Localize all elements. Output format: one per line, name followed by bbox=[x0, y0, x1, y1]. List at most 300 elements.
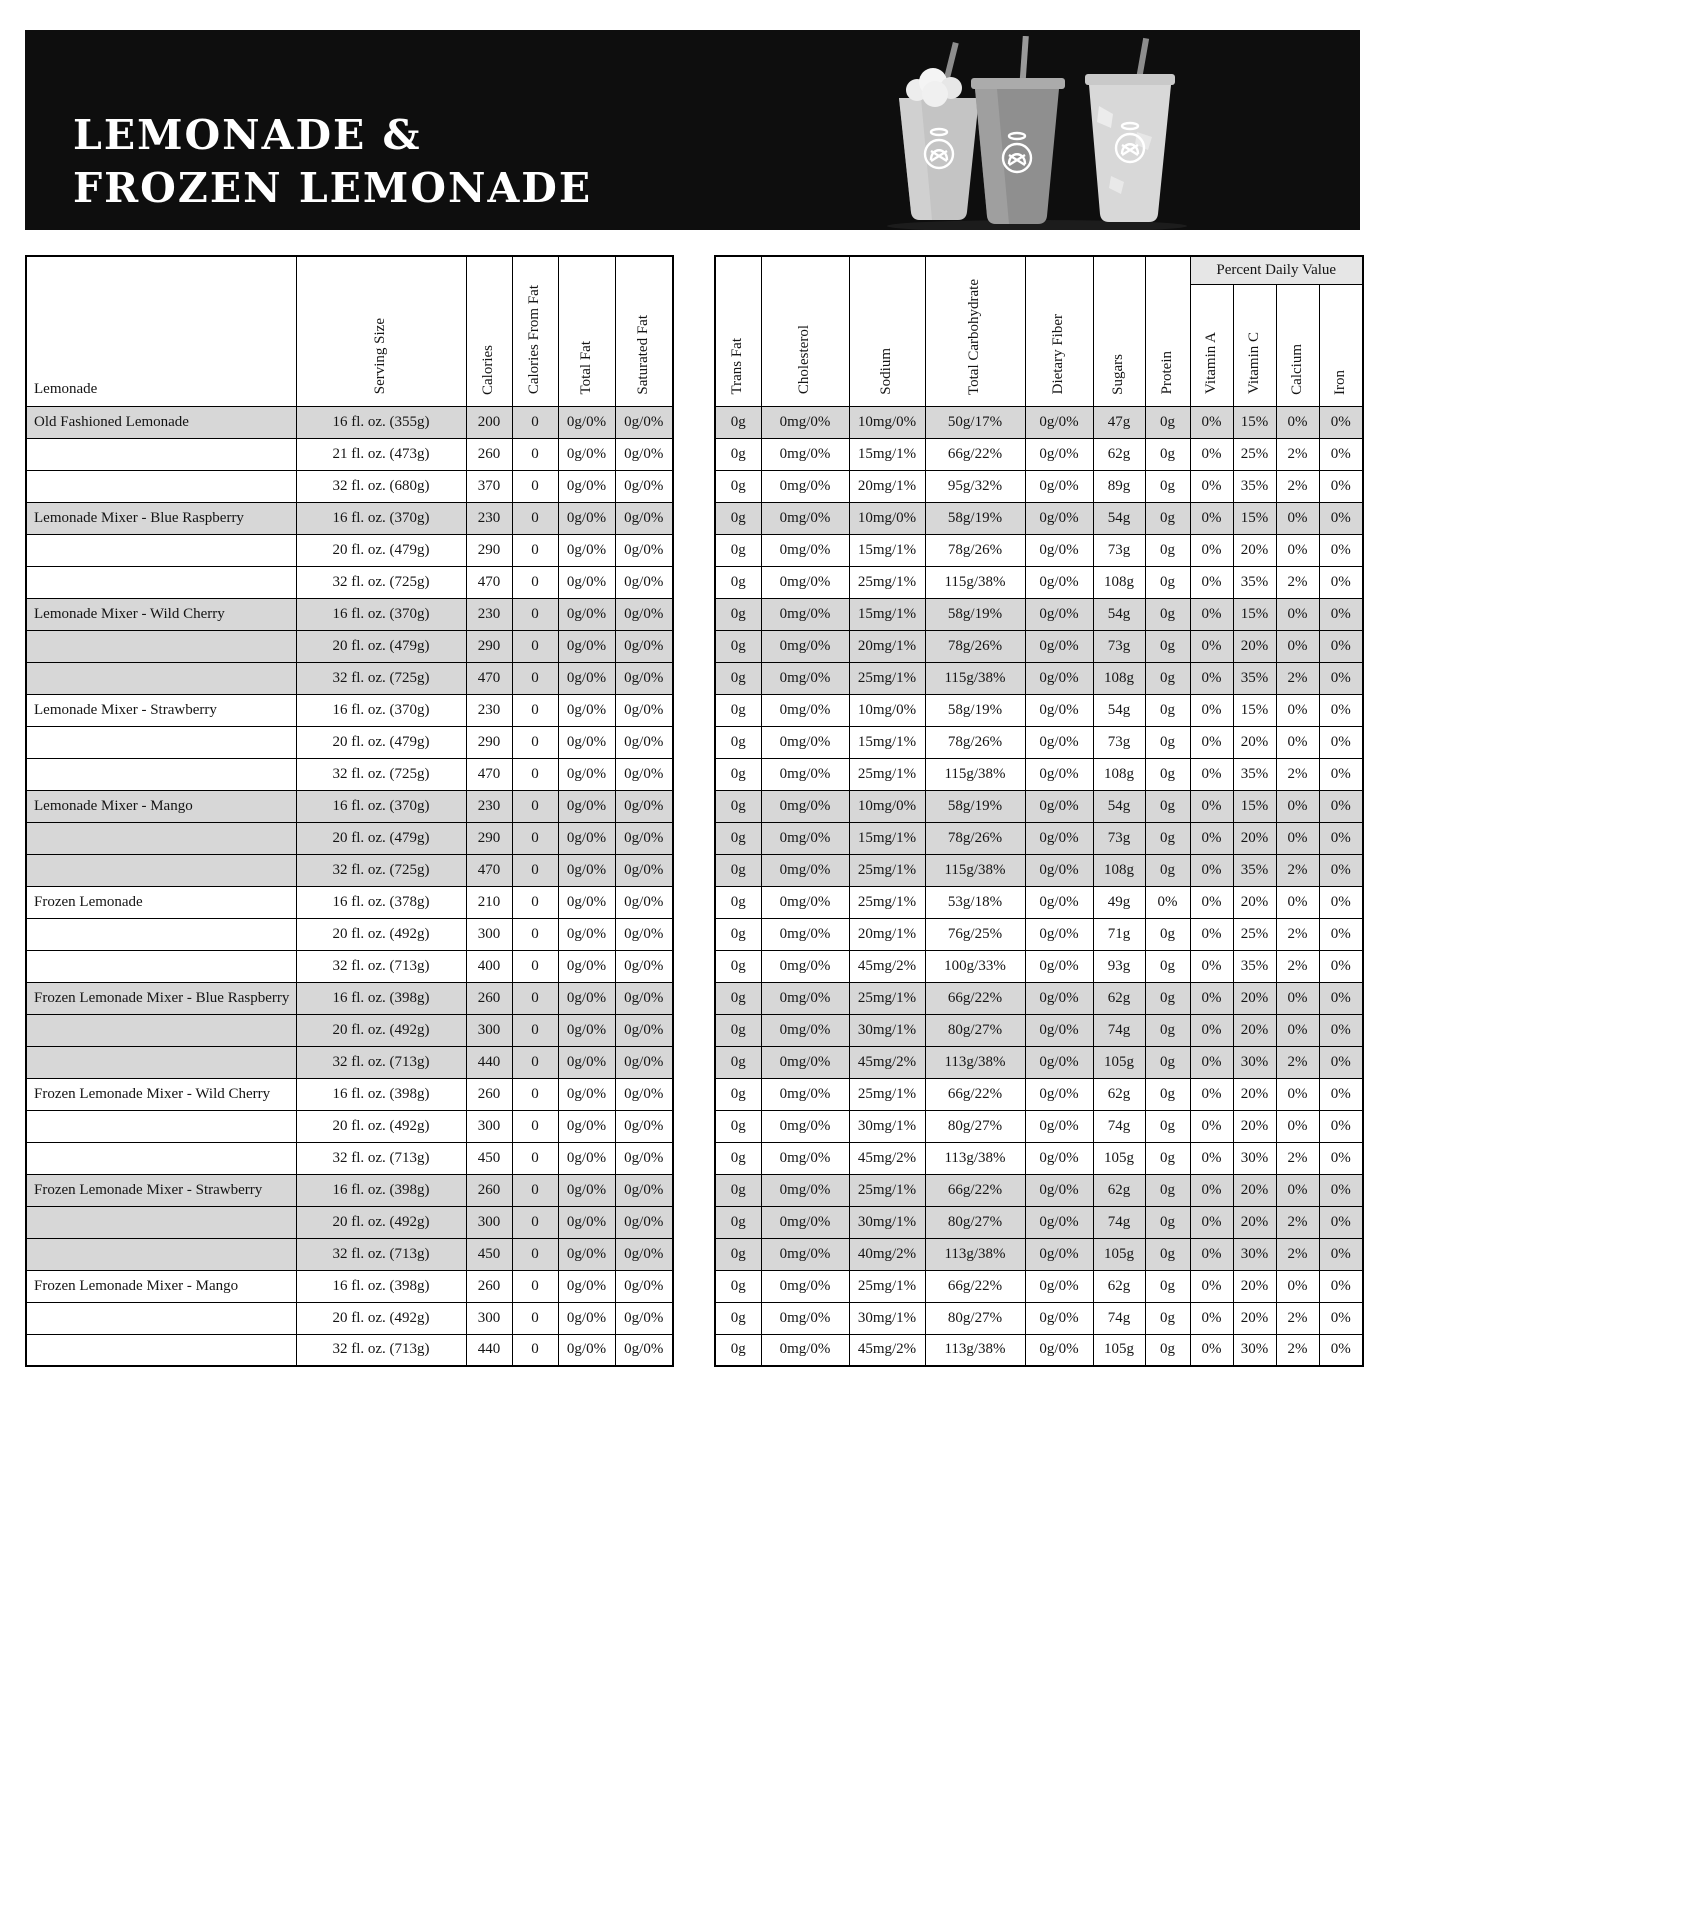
cell-product-name bbox=[26, 1302, 296, 1334]
cell-sugars: 47g bbox=[1093, 406, 1145, 438]
cell-vitamin-a: 0% bbox=[1190, 470, 1233, 502]
table-row bbox=[715, 790, 1363, 822]
cell-calories: 230 bbox=[466, 790, 512, 822]
cell-vitamin-a: 0% bbox=[1190, 1174, 1233, 1206]
table-row bbox=[715, 534, 1363, 566]
cell-vitamin-c: 35% bbox=[1233, 854, 1276, 886]
cell-serving-size: 16 fl. oz. (398g) bbox=[296, 982, 466, 1014]
cell-calories: 300 bbox=[466, 1302, 512, 1334]
cell-sodium: 25mg/1% bbox=[849, 662, 925, 694]
column-header-sodium: Sodium bbox=[849, 256, 925, 406]
column-header-sugars: Sugars bbox=[1093, 256, 1145, 406]
cell-saturated-fat: 0g/0% bbox=[615, 1110, 673, 1142]
cell-trans-fat: 0g bbox=[715, 1334, 761, 1366]
cell-calcium: 2% bbox=[1276, 854, 1319, 886]
cell-sodium: 15mg/1% bbox=[849, 438, 925, 470]
cell-vitamin-c: 35% bbox=[1233, 758, 1276, 790]
cell-total-fat: 0g/0% bbox=[558, 1142, 615, 1174]
cell-iron: 0% bbox=[1319, 758, 1363, 790]
cell-serving-size: 20 fl. oz. (479g) bbox=[296, 630, 466, 662]
cell-calories: 300 bbox=[466, 1014, 512, 1046]
cell-trans-fat: 0g bbox=[715, 1046, 761, 1078]
cell-serving-size: 32 fl. oz. (713g) bbox=[296, 1238, 466, 1270]
cup-right bbox=[1085, 38, 1175, 222]
cell-trans-fat: 0g bbox=[715, 950, 761, 982]
cell-product-name bbox=[26, 630, 296, 662]
cell-protein: 0g bbox=[1145, 1142, 1190, 1174]
cell-sugars: 93g bbox=[1093, 950, 1145, 982]
nutrition-table-right bbox=[714, 255, 1364, 1367]
cell-iron: 0% bbox=[1319, 694, 1363, 726]
cell-vitamin-c: 30% bbox=[1233, 1334, 1276, 1366]
cell-protein: 0g bbox=[1145, 758, 1190, 790]
column-header-total-fat: Total Fat bbox=[558, 256, 615, 406]
cell-iron: 0% bbox=[1319, 854, 1363, 886]
cell-total-fat: 0g/0% bbox=[558, 598, 615, 630]
cell-serving-size: 16 fl. oz. (398g) bbox=[296, 1174, 466, 1206]
cell-calcium: 2% bbox=[1276, 438, 1319, 470]
cell-calories: 260 bbox=[466, 1174, 512, 1206]
cell-vitamin-c: 25% bbox=[1233, 438, 1276, 470]
cell-vitamin-c: 20% bbox=[1233, 726, 1276, 758]
cell-vitamin-a: 0% bbox=[1190, 438, 1233, 470]
cell-cholesterol: 0mg/0% bbox=[761, 598, 849, 630]
cell-total-fat: 0g/0% bbox=[558, 1270, 615, 1302]
cell-sugars: 73g bbox=[1093, 630, 1145, 662]
cell-saturated-fat: 0g/0% bbox=[615, 1078, 673, 1110]
table-row bbox=[26, 502, 673, 534]
cup-left bbox=[899, 42, 979, 220]
cell-vitamin-c: 20% bbox=[1233, 1206, 1276, 1238]
cell-cholesterol: 0mg/0% bbox=[761, 470, 849, 502]
cell-sodium: 10mg/0% bbox=[849, 790, 925, 822]
cell-total-carbohydrate: 78g/26% bbox=[925, 822, 1025, 854]
cell-cholesterol: 0mg/0% bbox=[761, 694, 849, 726]
cell-trans-fat: 0g bbox=[715, 1110, 761, 1142]
cell-calcium: 0% bbox=[1276, 1110, 1319, 1142]
table-row bbox=[26, 1238, 673, 1270]
right-table-body bbox=[715, 406, 1363, 1366]
cell-trans-fat: 0g bbox=[715, 918, 761, 950]
cell-product-name bbox=[26, 758, 296, 790]
cell-iron: 0% bbox=[1319, 1014, 1363, 1046]
cell-calories-from-fat: 0 bbox=[512, 694, 558, 726]
cell-calories: 440 bbox=[466, 1046, 512, 1078]
cell-saturated-fat: 0g/0% bbox=[615, 822, 673, 854]
cell-dietary-fiber: 0g/0% bbox=[1025, 1238, 1093, 1270]
cell-dietary-fiber: 0g/0% bbox=[1025, 854, 1093, 886]
cell-total-carbohydrate: 100g/33% bbox=[925, 950, 1025, 982]
cell-vitamin-c: 20% bbox=[1233, 982, 1276, 1014]
cell-vitamin-a: 0% bbox=[1190, 662, 1233, 694]
cell-vitamin-a: 0% bbox=[1190, 950, 1233, 982]
cell-cholesterol: 0mg/0% bbox=[761, 534, 849, 566]
table-row bbox=[26, 950, 673, 982]
cup-middle bbox=[971, 36, 1065, 224]
cell-calories-from-fat: 0 bbox=[512, 470, 558, 502]
cell-calories: 470 bbox=[466, 758, 512, 790]
column-header-calories: Calories bbox=[466, 256, 512, 406]
cell-trans-fat: 0g bbox=[715, 1174, 761, 1206]
cell-calories-from-fat: 0 bbox=[512, 1302, 558, 1334]
cell-dietary-fiber: 0g/0% bbox=[1025, 1110, 1093, 1142]
cell-total-carbohydrate: 115g/38% bbox=[925, 854, 1025, 886]
cell-vitamin-a: 0% bbox=[1190, 1334, 1233, 1366]
cell-total-fat: 0g/0% bbox=[558, 438, 615, 470]
cell-total-carbohydrate: 76g/25% bbox=[925, 918, 1025, 950]
cell-saturated-fat: 0g/0% bbox=[615, 758, 673, 790]
cell-calories-from-fat: 0 bbox=[512, 886, 558, 918]
column-header-calories-from-fat: Calories From Fat bbox=[512, 256, 558, 406]
cell-cholesterol: 0mg/0% bbox=[761, 758, 849, 790]
cell-calories-from-fat: 0 bbox=[512, 1206, 558, 1238]
table-row bbox=[26, 726, 673, 758]
cell-calories-from-fat: 0 bbox=[512, 790, 558, 822]
cell-vitamin-a: 0% bbox=[1190, 726, 1233, 758]
cell-cholesterol: 0mg/0% bbox=[761, 822, 849, 854]
cell-trans-fat: 0g bbox=[715, 406, 761, 438]
cell-total-carbohydrate: 78g/26% bbox=[925, 630, 1025, 662]
cell-sugars: 105g bbox=[1093, 1334, 1145, 1366]
cell-protein: 0g bbox=[1145, 1334, 1190, 1366]
cell-sodium: 15mg/1% bbox=[849, 726, 925, 758]
column-header-saturated-fat: Saturated Fat bbox=[615, 256, 673, 406]
cell-total-carbohydrate: 58g/19% bbox=[925, 694, 1025, 726]
cell-cholesterol: 0mg/0% bbox=[761, 662, 849, 694]
cell-trans-fat: 0g bbox=[715, 982, 761, 1014]
cell-protein: 0g bbox=[1145, 950, 1190, 982]
cell-calories-from-fat: 0 bbox=[512, 726, 558, 758]
cell-calories: 230 bbox=[466, 694, 512, 726]
cell-dietary-fiber: 0g/0% bbox=[1025, 950, 1093, 982]
cell-serving-size: 21 fl. oz. (473g) bbox=[296, 438, 466, 470]
cell-total-fat: 0g/0% bbox=[558, 534, 615, 566]
cell-calories: 210 bbox=[466, 886, 512, 918]
cell-sodium: 45mg/2% bbox=[849, 950, 925, 982]
cell-total-fat: 0g/0% bbox=[558, 1302, 615, 1334]
cell-iron: 0% bbox=[1319, 1302, 1363, 1334]
cell-cholesterol: 0mg/0% bbox=[761, 406, 849, 438]
cell-iron: 0% bbox=[1319, 502, 1363, 534]
cell-total-carbohydrate: 115g/38% bbox=[925, 662, 1025, 694]
cell-calcium: 0% bbox=[1276, 982, 1319, 1014]
cell-sugars: 108g bbox=[1093, 566, 1145, 598]
cell-vitamin-a: 0% bbox=[1190, 1238, 1233, 1270]
cell-cholesterol: 0mg/0% bbox=[761, 1238, 849, 1270]
cell-calories-from-fat: 0 bbox=[512, 982, 558, 1014]
cell-saturated-fat: 0g/0% bbox=[615, 950, 673, 982]
cell-product-name: Lemonade Mixer - Mango bbox=[26, 790, 296, 822]
cell-saturated-fat: 0g/0% bbox=[615, 1238, 673, 1270]
left-table-header bbox=[26, 256, 673, 406]
cell-total-fat: 0g/0% bbox=[558, 1046, 615, 1078]
cell-iron: 0% bbox=[1319, 662, 1363, 694]
cell-serving-size: 32 fl. oz. (725g) bbox=[296, 758, 466, 790]
cell-vitamin-c: 20% bbox=[1233, 1270, 1276, 1302]
cell-calcium: 0% bbox=[1276, 1014, 1319, 1046]
cell-vitamin-c: 15% bbox=[1233, 694, 1276, 726]
cell-saturated-fat: 0g/0% bbox=[615, 566, 673, 598]
cell-cholesterol: 0mg/0% bbox=[761, 854, 849, 886]
table-row bbox=[26, 1142, 673, 1174]
cell-serving-size: 32 fl. oz. (725g) bbox=[296, 566, 466, 598]
cell-calcium: 0% bbox=[1276, 790, 1319, 822]
cell-vitamin-c: 30% bbox=[1233, 1142, 1276, 1174]
cell-sodium: 30mg/1% bbox=[849, 1014, 925, 1046]
cell-product-name: Lemonade Mixer - Blue Raspberry bbox=[26, 502, 296, 534]
cell-vitamin-c: 20% bbox=[1233, 1302, 1276, 1334]
column-header-protein: Protein bbox=[1145, 256, 1190, 406]
cell-protein: 0g bbox=[1145, 1238, 1190, 1270]
cell-protein: 0g bbox=[1145, 630, 1190, 662]
cell-protein: 0g bbox=[1145, 1270, 1190, 1302]
cell-saturated-fat: 0g/0% bbox=[615, 1334, 673, 1366]
cell-sugars: 74g bbox=[1093, 1206, 1145, 1238]
cell-protein: 0g bbox=[1145, 406, 1190, 438]
cell-product-name bbox=[26, 1046, 296, 1078]
cell-total-fat: 0g/0% bbox=[558, 662, 615, 694]
cell-total-fat: 0g/0% bbox=[558, 566, 615, 598]
table-row bbox=[26, 1110, 673, 1142]
cell-sugars: 62g bbox=[1093, 1078, 1145, 1110]
cell-total-fat: 0g/0% bbox=[558, 982, 615, 1014]
cell-dietary-fiber: 0g/0% bbox=[1025, 1078, 1093, 1110]
cell-total-carbohydrate: 95g/32% bbox=[925, 470, 1025, 502]
cell-vitamin-a: 0% bbox=[1190, 1078, 1233, 1110]
cell-dietary-fiber: 0g/0% bbox=[1025, 566, 1093, 598]
cell-sugars: 105g bbox=[1093, 1238, 1145, 1270]
cell-sodium: 15mg/1% bbox=[849, 534, 925, 566]
cell-total-fat: 0g/0% bbox=[558, 1238, 615, 1270]
cell-calories: 440 bbox=[466, 1334, 512, 1366]
cell-product-name bbox=[26, 854, 296, 886]
cell-dietary-fiber: 0g/0% bbox=[1025, 1270, 1093, 1302]
cell-vitamin-c: 35% bbox=[1233, 662, 1276, 694]
cell-sodium: 45mg/2% bbox=[849, 1334, 925, 1366]
cell-sodium: 15mg/1% bbox=[849, 598, 925, 630]
cell-total-fat: 0g/0% bbox=[558, 758, 615, 790]
cell-trans-fat: 0g bbox=[715, 1142, 761, 1174]
cell-calcium: 2% bbox=[1276, 758, 1319, 790]
cell-calories: 300 bbox=[466, 1206, 512, 1238]
cell-sodium: 25mg/1% bbox=[849, 1270, 925, 1302]
cell-dietary-fiber: 0g/0% bbox=[1025, 758, 1093, 790]
cell-vitamin-c: 30% bbox=[1233, 1238, 1276, 1270]
cell-vitamin-c: 15% bbox=[1233, 406, 1276, 438]
cell-sodium: 25mg/1% bbox=[849, 1078, 925, 1110]
cell-serving-size: 16 fl. oz. (398g) bbox=[296, 1078, 466, 1110]
cell-iron: 0% bbox=[1319, 1270, 1363, 1302]
cell-product-name bbox=[26, 1206, 296, 1238]
cell-serving-size: 32 fl. oz. (725g) bbox=[296, 662, 466, 694]
cell-calcium: 2% bbox=[1276, 1334, 1319, 1366]
cell-trans-fat: 0g bbox=[715, 470, 761, 502]
cell-sugars: 73g bbox=[1093, 822, 1145, 854]
cell-calcium: 0% bbox=[1276, 726, 1319, 758]
cell-total-fat: 0g/0% bbox=[558, 1014, 615, 1046]
cell-sodium: 30mg/1% bbox=[849, 1302, 925, 1334]
cell-saturated-fat: 0g/0% bbox=[615, 1206, 673, 1238]
cell-trans-fat: 0g bbox=[715, 630, 761, 662]
table-row bbox=[715, 1110, 1363, 1142]
cell-total-fat: 0g/0% bbox=[558, 822, 615, 854]
cell-sugars: 74g bbox=[1093, 1014, 1145, 1046]
table-row bbox=[715, 1334, 1363, 1366]
cell-protein: 0g bbox=[1145, 1110, 1190, 1142]
cell-saturated-fat: 0g/0% bbox=[615, 694, 673, 726]
cell-calories-from-fat: 0 bbox=[512, 566, 558, 598]
cell-sodium: 20mg/1% bbox=[849, 470, 925, 502]
cell-calories-from-fat: 0 bbox=[512, 502, 558, 534]
cell-calories-from-fat: 0 bbox=[512, 950, 558, 982]
cell-product-name bbox=[26, 662, 296, 694]
cell-product-name bbox=[26, 918, 296, 950]
nutrition-table-left bbox=[25, 255, 674, 1367]
cell-protein: 0g bbox=[1145, 566, 1190, 598]
cell-cholesterol: 0mg/0% bbox=[761, 726, 849, 758]
cell-iron: 0% bbox=[1319, 534, 1363, 566]
cell-trans-fat: 0g bbox=[715, 534, 761, 566]
table-row bbox=[26, 1174, 673, 1206]
cell-calcium: 2% bbox=[1276, 1142, 1319, 1174]
cell-iron: 0% bbox=[1319, 918, 1363, 950]
cell-total-fat: 0g/0% bbox=[558, 854, 615, 886]
cell-calories-from-fat: 0 bbox=[512, 1334, 558, 1366]
cell-cholesterol: 0mg/0% bbox=[761, 918, 849, 950]
cell-sugars: 108g bbox=[1093, 758, 1145, 790]
table-row bbox=[715, 438, 1363, 470]
cell-vitamin-a: 0% bbox=[1190, 1014, 1233, 1046]
page-title bbox=[73, 109, 592, 214]
cell-sugars: 105g bbox=[1093, 1046, 1145, 1078]
cell-calories: 290 bbox=[466, 726, 512, 758]
cell-sodium: 45mg/2% bbox=[849, 1046, 925, 1078]
cell-sugars: 62g bbox=[1093, 438, 1145, 470]
cell-sugars: 108g bbox=[1093, 662, 1145, 694]
table-row bbox=[715, 886, 1363, 918]
cell-saturated-fat: 0g/0% bbox=[615, 982, 673, 1014]
cell-total-fat: 0g/0% bbox=[558, 886, 615, 918]
table-row bbox=[26, 598, 673, 630]
cell-sodium: 25mg/1% bbox=[849, 1174, 925, 1206]
column-header-serving-size: Serving Size bbox=[296, 256, 466, 406]
cell-calories: 470 bbox=[466, 566, 512, 598]
cell-calories-from-fat: 0 bbox=[512, 1238, 558, 1270]
cell-product-name bbox=[26, 1334, 296, 1366]
cell-total-fat: 0g/0% bbox=[558, 1174, 615, 1206]
cell-dietary-fiber: 0g/0% bbox=[1025, 630, 1093, 662]
cell-dietary-fiber: 0g/0% bbox=[1025, 598, 1093, 630]
table-row bbox=[715, 566, 1363, 598]
cell-dietary-fiber: 0g/0% bbox=[1025, 662, 1093, 694]
cell-calories-from-fat: 0 bbox=[512, 598, 558, 630]
cell-sugars: 54g bbox=[1093, 502, 1145, 534]
table-row bbox=[26, 1014, 673, 1046]
cell-vitamin-c: 20% bbox=[1233, 1014, 1276, 1046]
cell-protein: 0g bbox=[1145, 1174, 1190, 1206]
cell-serving-size: 32 fl. oz. (725g) bbox=[296, 854, 466, 886]
cell-product-name: Frozen Lemonade Mixer - Strawberry bbox=[26, 1174, 296, 1206]
cell-calcium: 0% bbox=[1276, 1174, 1319, 1206]
cell-total-fat: 0g/0% bbox=[558, 950, 615, 982]
cell-saturated-fat: 0g/0% bbox=[615, 1174, 673, 1206]
cell-serving-size: 32 fl. oz. (713g) bbox=[296, 1046, 466, 1078]
cell-serving-size: 32 fl. oz. (713g) bbox=[296, 950, 466, 982]
cell-total-carbohydrate: 80g/27% bbox=[925, 1110, 1025, 1142]
cell-product-name: Frozen Lemonade Mixer - Mango bbox=[26, 1270, 296, 1302]
cell-calories-from-fat: 0 bbox=[512, 1046, 558, 1078]
cell-cholesterol: 0mg/0% bbox=[761, 1110, 849, 1142]
cell-vitamin-a: 0% bbox=[1190, 502, 1233, 534]
column-header-total-carbohydrate: Total Carbohydrate bbox=[925, 256, 1025, 406]
cell-iron: 0% bbox=[1319, 598, 1363, 630]
cell-sodium: 25mg/1% bbox=[849, 854, 925, 886]
cell-protein: 0g bbox=[1145, 1046, 1190, 1078]
cell-product-name bbox=[26, 950, 296, 982]
cell-vitamin-a: 0% bbox=[1190, 1142, 1233, 1174]
cell-sugars: 62g bbox=[1093, 1174, 1145, 1206]
cell-vitamin-a: 0% bbox=[1190, 566, 1233, 598]
cell-trans-fat: 0g bbox=[715, 662, 761, 694]
table-row bbox=[715, 694, 1363, 726]
cell-vitamin-c: 30% bbox=[1233, 1046, 1276, 1078]
cell-sodium: 10mg/0% bbox=[849, 406, 925, 438]
cell-calories-from-fat: 0 bbox=[512, 822, 558, 854]
cell-trans-fat: 0g bbox=[715, 1238, 761, 1270]
cell-calcium: 2% bbox=[1276, 1046, 1319, 1078]
cell-calories-from-fat: 0 bbox=[512, 1174, 558, 1206]
cell-dietary-fiber: 0g/0% bbox=[1025, 982, 1093, 1014]
cell-total-carbohydrate: 66g/22% bbox=[925, 1174, 1025, 1206]
cell-iron: 0% bbox=[1319, 438, 1363, 470]
cell-calories-from-fat: 0 bbox=[512, 662, 558, 694]
cell-calories-from-fat: 0 bbox=[512, 1142, 558, 1174]
cell-dietary-fiber: 0g/0% bbox=[1025, 822, 1093, 854]
cell-sugars: 62g bbox=[1093, 982, 1145, 1014]
left-table-body bbox=[26, 406, 673, 1366]
cell-trans-fat: 0g bbox=[715, 1206, 761, 1238]
cell-dietary-fiber: 0g/0% bbox=[1025, 726, 1093, 758]
cell-vitamin-c: 20% bbox=[1233, 1110, 1276, 1142]
cell-iron: 0% bbox=[1319, 1110, 1363, 1142]
table-row bbox=[26, 918, 673, 950]
cell-vitamin-c: 15% bbox=[1233, 598, 1276, 630]
column-header-calcium: Calcium bbox=[1276, 284, 1319, 406]
cell-dietary-fiber: 0g/0% bbox=[1025, 1206, 1093, 1238]
cell-vitamin-a: 0% bbox=[1190, 694, 1233, 726]
cell-sodium: 20mg/1% bbox=[849, 918, 925, 950]
cell-saturated-fat: 0g/0% bbox=[615, 406, 673, 438]
cell-trans-fat: 0g bbox=[715, 598, 761, 630]
cell-protein: 0g bbox=[1145, 502, 1190, 534]
cell-calories: 200 bbox=[466, 406, 512, 438]
cell-cholesterol: 0mg/0% bbox=[761, 1270, 849, 1302]
cell-trans-fat: 0g bbox=[715, 726, 761, 758]
table-row bbox=[26, 758, 673, 790]
cell-product-name: Frozen Lemonade bbox=[26, 886, 296, 918]
cell-vitamin-c: 20% bbox=[1233, 822, 1276, 854]
cell-vitamin-c: 20% bbox=[1233, 1174, 1276, 1206]
cell-protein: 0g bbox=[1145, 982, 1190, 1014]
table-row bbox=[26, 1302, 673, 1334]
cell-iron: 0% bbox=[1319, 1142, 1363, 1174]
cell-trans-fat: 0g bbox=[715, 694, 761, 726]
table-row bbox=[715, 918, 1363, 950]
column-header-iron: Iron bbox=[1319, 284, 1363, 406]
cell-iron: 0% bbox=[1319, 406, 1363, 438]
cell-total-carbohydrate: 66g/22% bbox=[925, 982, 1025, 1014]
table-row bbox=[715, 1174, 1363, 1206]
